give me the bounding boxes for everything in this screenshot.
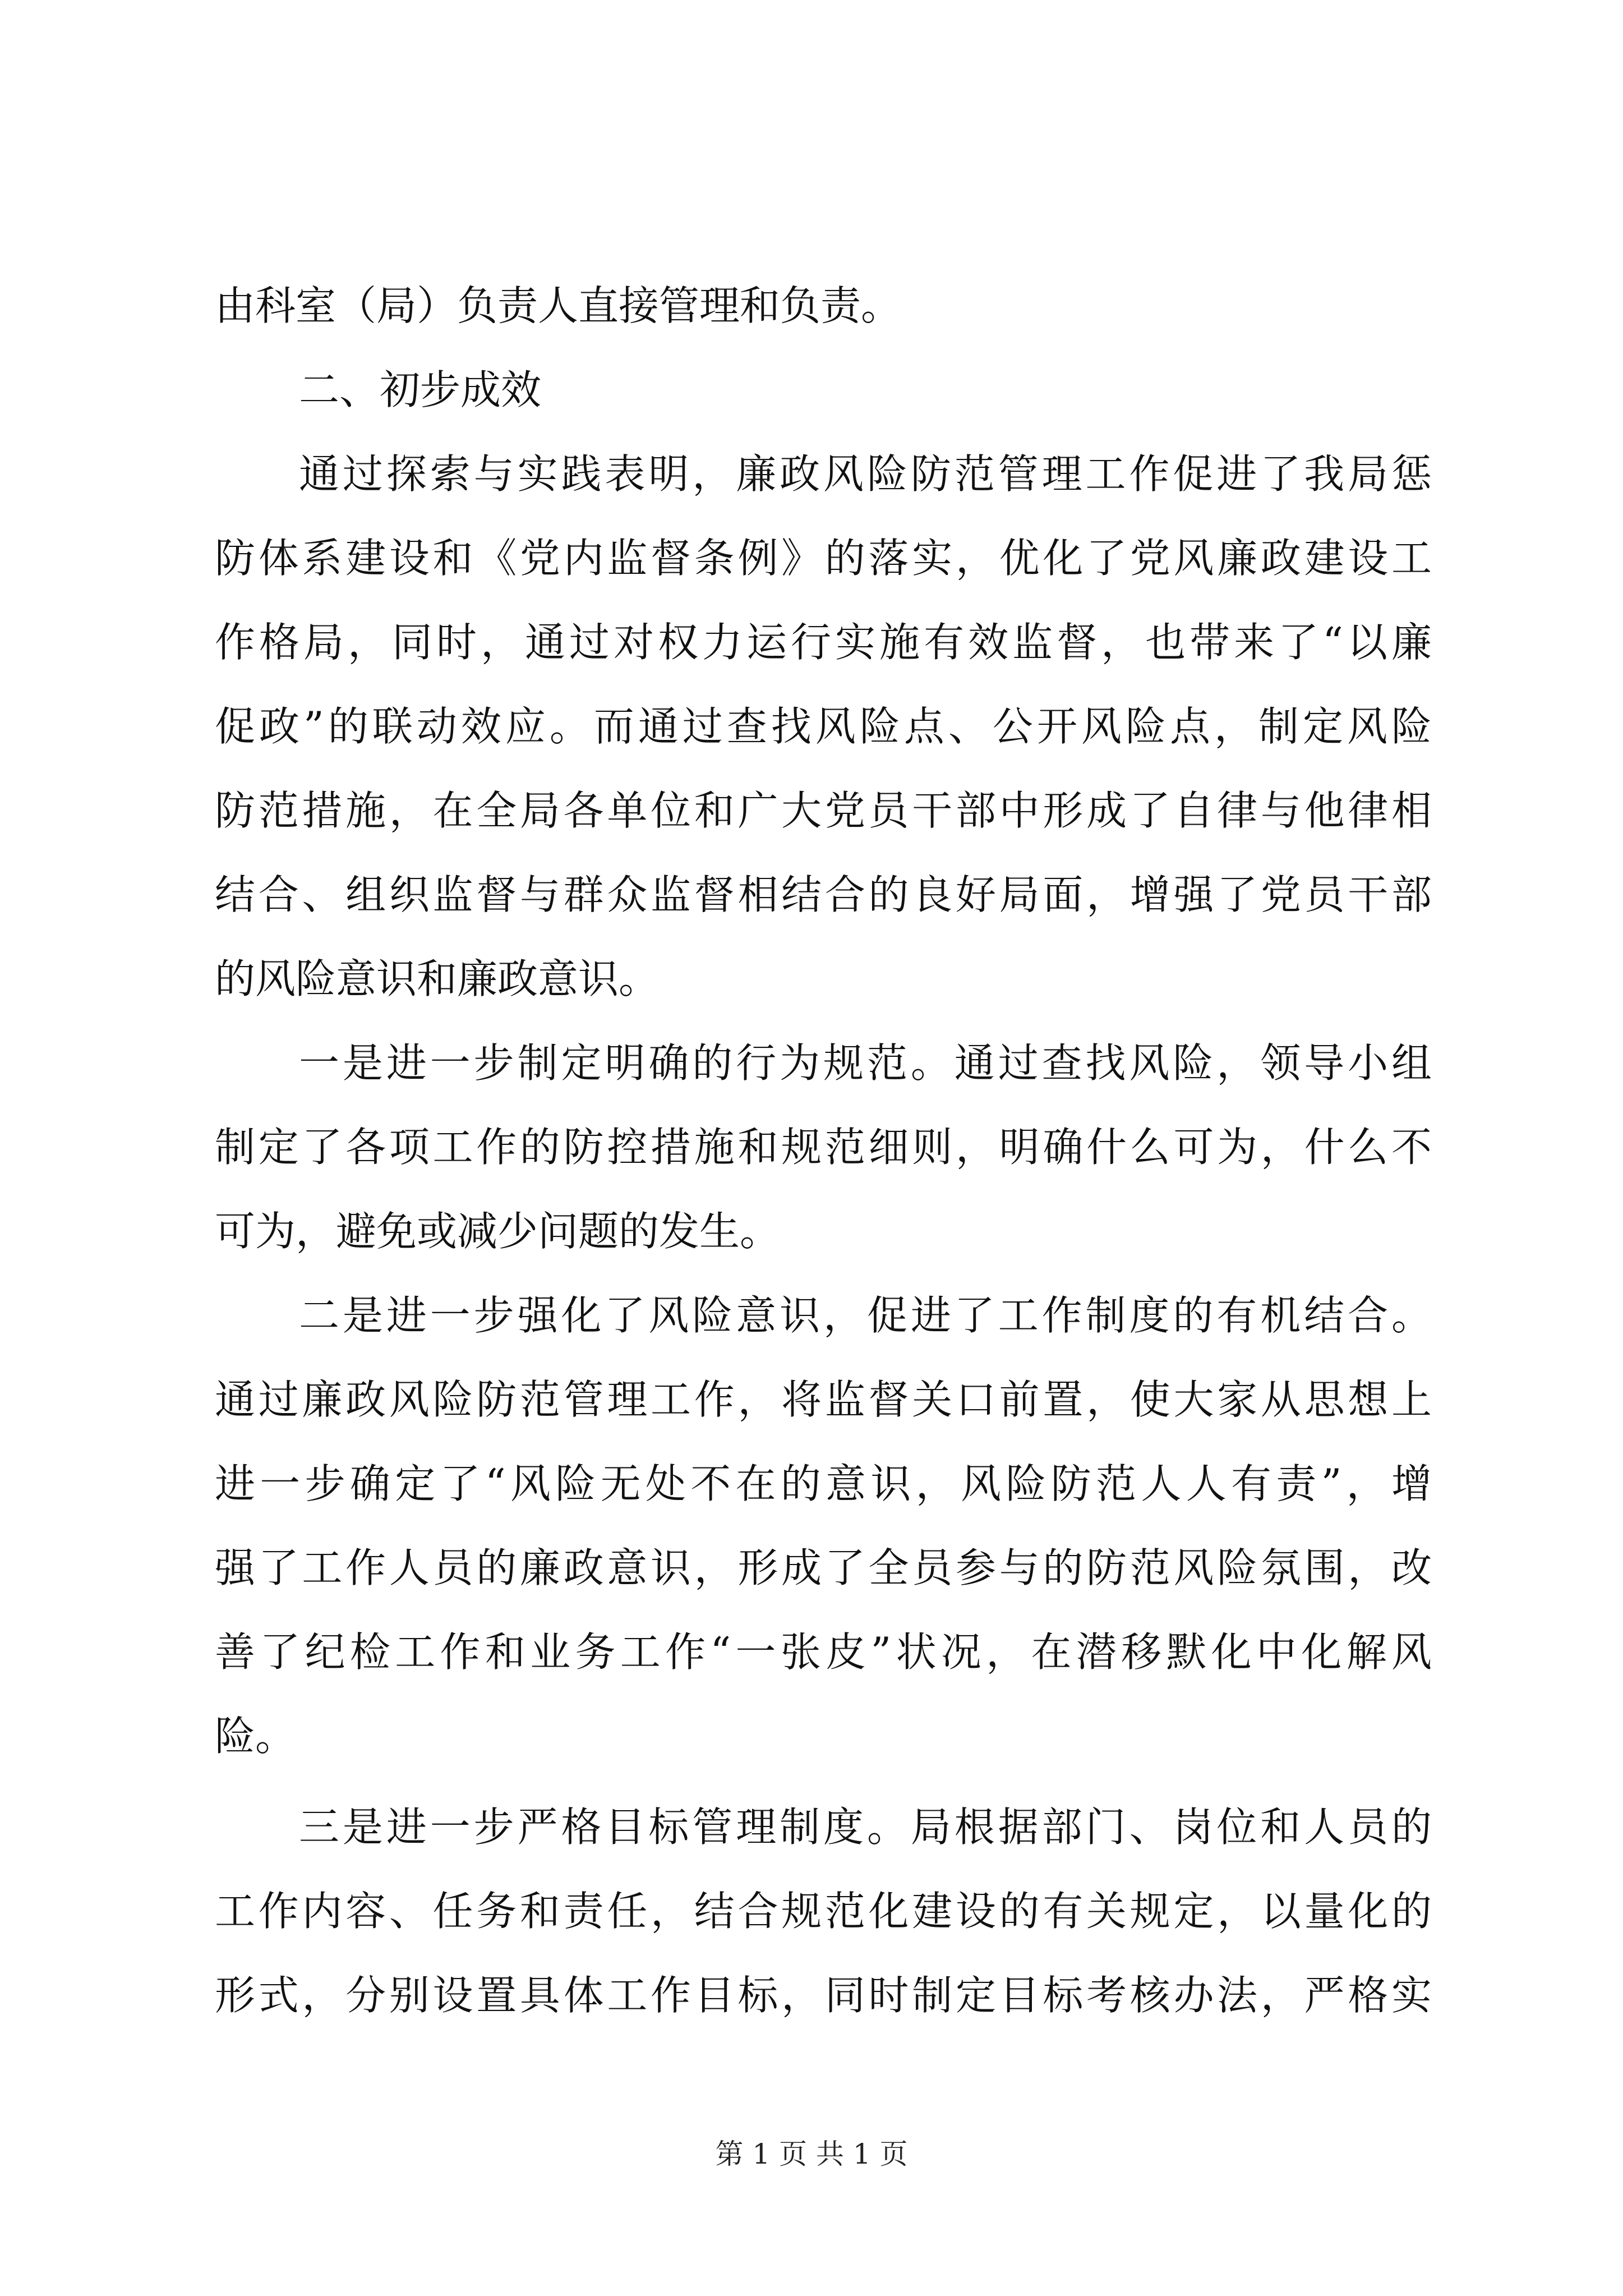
page-number: 第 1 页 共 1 页 xyxy=(715,2138,908,2170)
text-line: 三是进一步严格目标管理制度。局根据部门、岗位和人员的 xyxy=(299,1803,1432,1851)
document-body xyxy=(215,264,1432,2037)
text-line: 通过探索与实践表明，廉政风险防范管理工作促进了我局惩 xyxy=(299,450,1432,498)
text-line: 善了纪检工作和业务工作“一张皮”状况，在潜移默化中化解风 xyxy=(215,1628,1432,1676)
text-line: 的风险意识和廉政意识。 xyxy=(215,955,660,1002)
text-line: 形式，分别设置具体工作目标，同时制定目标考核办法，严格实 xyxy=(215,1972,1432,2019)
text-line: 可为，避免或减少问题的发生。 xyxy=(215,1208,781,1255)
text-line: 强了工作人员的廉政意识，形成了全员参与的防范风险氛围，改 xyxy=(215,1544,1432,1591)
text-line: 促政”的联动效应。而通过查找风险点、公开风险点，制定风险 xyxy=(215,703,1432,750)
text-line: 险。 xyxy=(215,1713,296,1760)
text-line: 制定了各项工作的防控措施和规范细则，明确什么可为，什么不 xyxy=(215,1124,1432,1171)
text-line: 二是进一步强化了风险意识，促进了工作制度的有机结合。 xyxy=(299,1292,1432,1339)
section-heading: 二、初步成效 xyxy=(299,366,542,413)
text-line: 防体系建设和《党内监督条例》的落实，优化了党风廉政建设工 xyxy=(215,535,1432,582)
text-line: 通过廉政风险防范管理工作，将监督关口前置，使大家从思想上 xyxy=(215,1376,1432,1423)
text-line: 工作内容、任务和责任，结合规范化建设的有关规定，以量化的 xyxy=(215,1888,1432,1935)
text-line: 由科室（局）负责人直接管理和负责。 xyxy=(215,282,902,329)
text-line: 防范措施，在全局各单位和广大党员干部中形成了自律与他律相 xyxy=(215,787,1432,834)
text-line: 作格局，同时，通过对权力运行实施有效监督，也带来了“以廉 xyxy=(215,619,1432,666)
text-line: 进一步确定了“风险无处不在的意识，风险防范人人有责”，增 xyxy=(215,1460,1432,1507)
text-line: 结合、组织监督与群众监督相结合的良好局面，增强了党员干部 xyxy=(215,871,1432,918)
text-line: 一是进一步制定明确的行为规范。通过查找风险，领导小组 xyxy=(299,1039,1432,1087)
